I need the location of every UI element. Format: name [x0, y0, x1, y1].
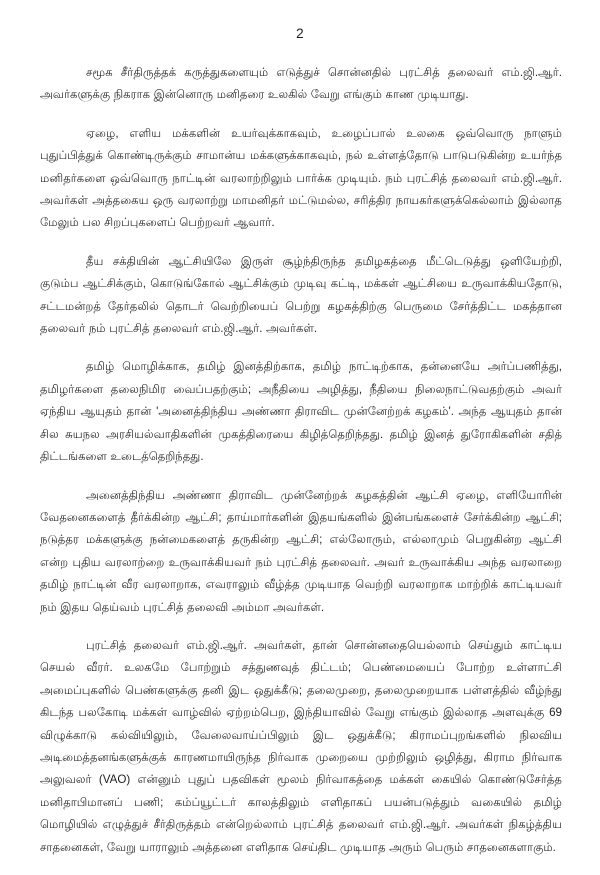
paragraph: அனைத்திந்திய அண்ணா திராவிட முன்னேற்றக் கழகத்தின் ஆட்சி ஏழை, எளியோரின் வேதனைகளைத் தீர்க்கின்ற ஆட்சி; தாய்மார்களின் இதயங்களில் இன்பங்களைச் சேர்க்கின்ற ஆட்சி; நடுத்தர மக்களுக்கு நன்மைகளைத் தருகின்ற ஆட்சி; எல்லோரும், எல்லாமும் பெறுகின்ற ஆட்சி என்ற புதிய வரலாற்றை உருவாக்கியவர் நம் புரட்சித் தலைவர். அவர் உருவாக்கிய அந்த வரலாறை தமிழ் நாட்டின் வீர வரலாறாக, எவராலும் வீழ்த்த முடியாத வெற்றி வரலாறாக மாற்றிக் காட்டியவர் நம் இதய தெய்வம் புரட்சித் தலைவி அம்மா அவர்கள்.	[40, 488, 562, 614]
page-number: 2	[296, 26, 304, 41]
paragraph: ஏழை, எளிய மக்களின் உயர்வுக்காகவும், உழைப்பால் உலகை ஒவ்வொரு நாளும் புதுப்பித்துக் கொண்டிருக்கும் சாமான்ய மக்களுக்காகவும், நல் உள்ளத்தோடு பாடுபடுகின்ற உயர்ந்த மனிதர்களை ஒவ்வொரு நாட்டின் வரலாற்றிலும் பார்க்க முடியும். நம் புரட்சித் தலைவர் எம்.ஜி.ஆர். அவர்கள் அத்தகைய ஒரு வரலாற்று மாமனிதர் மட்டுமல்ல, சரித்திர நாயகர்களுக்கெல்லாம் இல்லாத மேலும் பல சிறப்புகளைப் பெற்றவர் ஆவார்.	[40, 126, 562, 230]
document-body	[40, 62, 562, 875]
paragraph: புரட்சித் தலைவர் எம்.ஜி.ஆர். அவர்கள், தான் சொன்னதையெல்லாம் செய்தும் காட்டிய செயல் வீரர். உலகமே போற்றும் சத்துணவுத் திட்டம்; பெண்மையைப் போற்ற உள்ளாட்சி அமைப்புகளில் பெண்களுக்கு தனி இட ஒதுக்கீடு; தலைமுறை, தலைமுறையாக பள்ளத்தில் வீழ்ந்து கிடந்த பலகோடி மக்கள் வாழ்வில் ஏற்றம்பெற, இந்தியாவில் வேறு எங்கும் இல்லாத அளவுக்கு 69 விழுக்காடு கல்வியிலும், வேலைவாய்ப்பிலும் இட ஒதுக்கீடு; கிராமப்புறங்களில் நிலவிய அடிமைத்தனங்களுக்குக் காரணமாயிருந்த நிர்வாக முறையை முற்றிலும் ஒழித்து, கிராம நிர்வாக அலுவலர் (VAO) என்னும் புதுப் பதவிகள் மூலம் நிர்வாகத்தை மக்கள் கையில் கொண்டுசேர்த்த மனிதாபிமானப் பணி; கம்ப்யூட்டர் காலத்திலும் எளிதாகப் பயன்படுத்தும் வகையில் தமிழ் மொழியில் எழுத்துச் சீர்திருத்தம் என்றெல்லாம் புரட்சித் தலைவர் எம்.ஜி.ஆர். அவர்கள் நிகழ்த்திய சாதனைகள், வேறு யாராலும் அத்தனை எளிதாக செய்திட முடியாத அரும் பெரும் சாதனைகளாகும்.	[40, 638, 562, 854]
paragraph: தீய சக்தியின் ஆட்சியிலே இருள் சூழ்ந்திருந்த தமிழகத்தை மீட்டெடுத்து ஒளியேற்றி, குடும்ப ஆட்சிக்கும், கொடுங்கோல் ஆட்சிக்கும் முடிவு கட்டி, மக்கள் ஆட்சியை உருவாக்கியதோடு, சட்டமன்றத் தேர்தலில் தொடர் வெற்றியைப் பெற்று கழகத்திற்கு பெருமை சேர்த்திட்ட மகத்தான தலைவர் நம் புரட்சித் தலைவர் எம்.ஜி.ஆர். அவர்கள்.	[40, 254, 562, 336]
paragraph: சமூக சீர்திருத்தக் கருத்துகளையும் எடுத்துச் சொன்னதில் புரட்சித் தலைவர் எம்.ஜி.ஆர். அவர்களுக்கு நிகராக இன்னொரு மனிதரை உலகில் வேறு எங்கும் காண முடியாது.	[40, 66, 562, 102]
paragraph: தமிழ் மொழிக்காக, தமிழ் இனத்திற்காக, தமிழ் நாட்டிற்காக, தன்னையே அர்ப்பணித்து, தமிழர்களை தலைநிமிர வைப்பதற்கும்; அநீதியை அழித்து, நீதியை நிலைநாட்டுவதற்கும் அவர் ஏந்திய ஆயுதம் தான் 'அனைத்திந்திய அண்ணா திராவிட முன்னேற்றக் கழகம்'. அந்த ஆயுதம் தான் சில சுயநல அரசியல்வாதிகளின் முகத்திரையை கிழித்தெறிந்தது. தமிழ் இனத் துரோகிகளின் சதித் திட்டங்களை உடைத்தெறிந்தது.	[40, 360, 562, 464]
